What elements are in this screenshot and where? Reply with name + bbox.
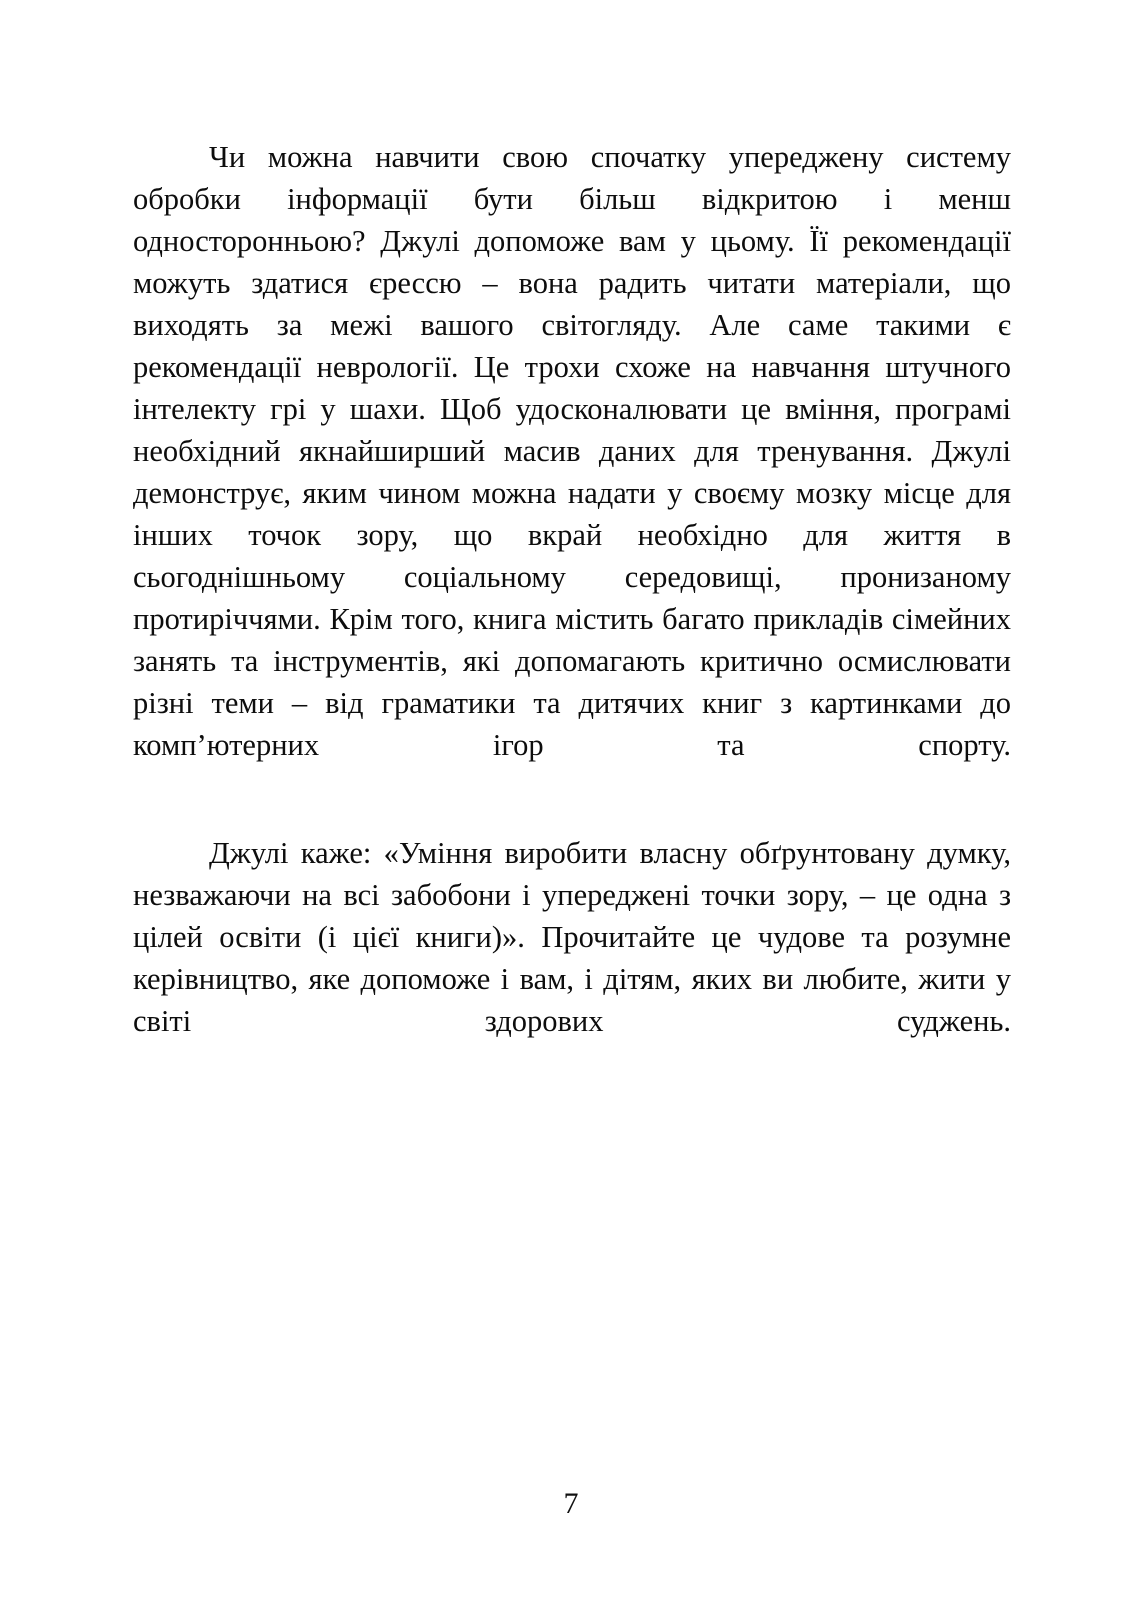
body-paragraph-2: Джулі каже: «Уміння виробити власну обґрунтовану думку, незважаючи на всі забобони і упереджені точки зору, – це одна з цілей освіти (і цієї книги)». Прочитайте це чудове та розумне керівництво, яке допоможе і вам, і дітям, яких ви любите, жити у світі здорових суджень. [133,836,1011,1038]
page-text-block [133,136,1011,1084]
page-number: 7 [563,1487,579,1520]
body-paragraph-1: Чи можна навчити свою спочатку упереджену систему обробки інформації бути більш відкритою і менш односторонньою? Джулі допоможе вам у цьому. Її рекомендації можуть здатися єрессю – вона радить читати матеріали, що виходять за межі вашого світогляду. Але саме такими є рекомендації неврології. Це трохи схоже на навчання штучного інтелекту грі у шахи. Щоб удосконалювати це вміння, програмі необхідний якнайширший масив даних для тренування. Джулі демонструє, яким чином можна надати у своєму мозку місце для інших точок зору, що вкрай необхідно для життя в сьогоднішньому соціальному середовищі, пронизаному протиріччями. Крім того, книга містить багато прикладів сімейних занять та інструментів, які допомагають критично осмислювати різні теми – від граматики та дитячих книг з картинками до комп’ютерних ігор та спорту. [133,140,1011,762]
